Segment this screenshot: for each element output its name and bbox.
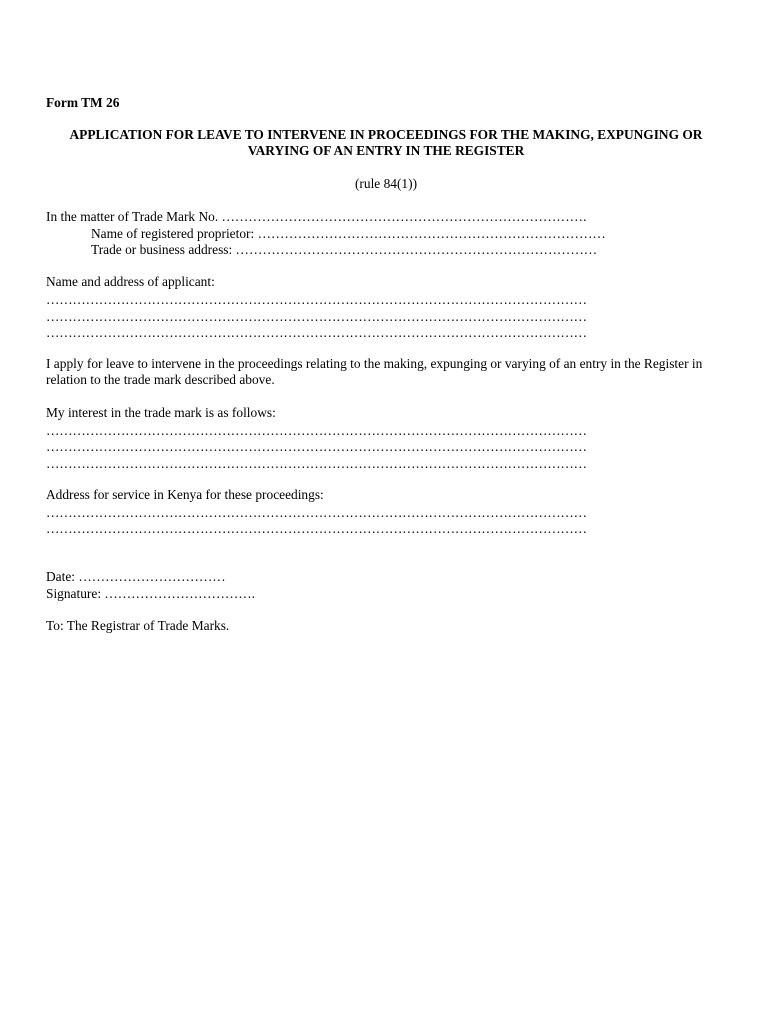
- interest-line-1[interactable]: ……………………………………………………………………………………………………………: [46, 423, 587, 438]
- rule-reference: (rule 84(1)): [354, 176, 418, 191]
- form-title: APPLICATION FOR LEAVE TO INTERVENE IN PROCEEDINGS FOR THE MAKING, EXPUNGING OR VARYING OF AN ENTRY IN THE REGISTER: [69, 127, 703, 158]
- interest-line-2[interactable]: ……………………………………………………………………………………………………………: [46, 439, 587, 454]
- application-statement: I apply for leave to intervene in the proceedings relating to the making, expunging or varying of an entry in the Register in relation to the trade mark described above.: [46, 356, 703, 387]
- signature-field[interactable]: Signature: …………………………….: [46, 586, 256, 601]
- service-address-line-2[interactable]: ……………………………………………………………………………………………………………: [46, 521, 587, 536]
- addressee: To: The Registrar of Trade Marks.: [46, 618, 230, 633]
- applicant-line-3[interactable]: ……………………………………………………………………………………………………………: [46, 325, 587, 340]
- form-id: Form TM 26: [46, 95, 120, 110]
- date-field[interactable]: Date: ……………………………: [46, 569, 226, 584]
- interest-label: My interest in the trade mark is as follows:: [46, 405, 276, 420]
- applicant-line-1[interactable]: ……………………………………………………………………………………………………………: [46, 292, 587, 307]
- service-address-label: Address for service in Kenya for these proceedings:: [46, 487, 324, 502]
- applicant-label: Name and address of applicant:: [46, 274, 215, 289]
- trade-mark-no-field[interactable]: In the matter of Trade Mark No. ……………………………………………………………………….: [46, 209, 587, 224]
- business-address-field[interactable]: Trade or business address: ………………………………………………………………………: [91, 242, 598, 257]
- proprietor-field[interactable]: Name of registered proprietor: ……………………………………………………………………: [91, 226, 606, 241]
- applicant-line-2[interactable]: ……………………………………………………………………………………………………………: [46, 309, 587, 324]
- interest-line-3[interactable]: ……………………………………………………………………………………………………………: [46, 456, 587, 471]
- service-address-line-1[interactable]: ……………………………………………………………………………………………………………: [46, 505, 587, 520]
